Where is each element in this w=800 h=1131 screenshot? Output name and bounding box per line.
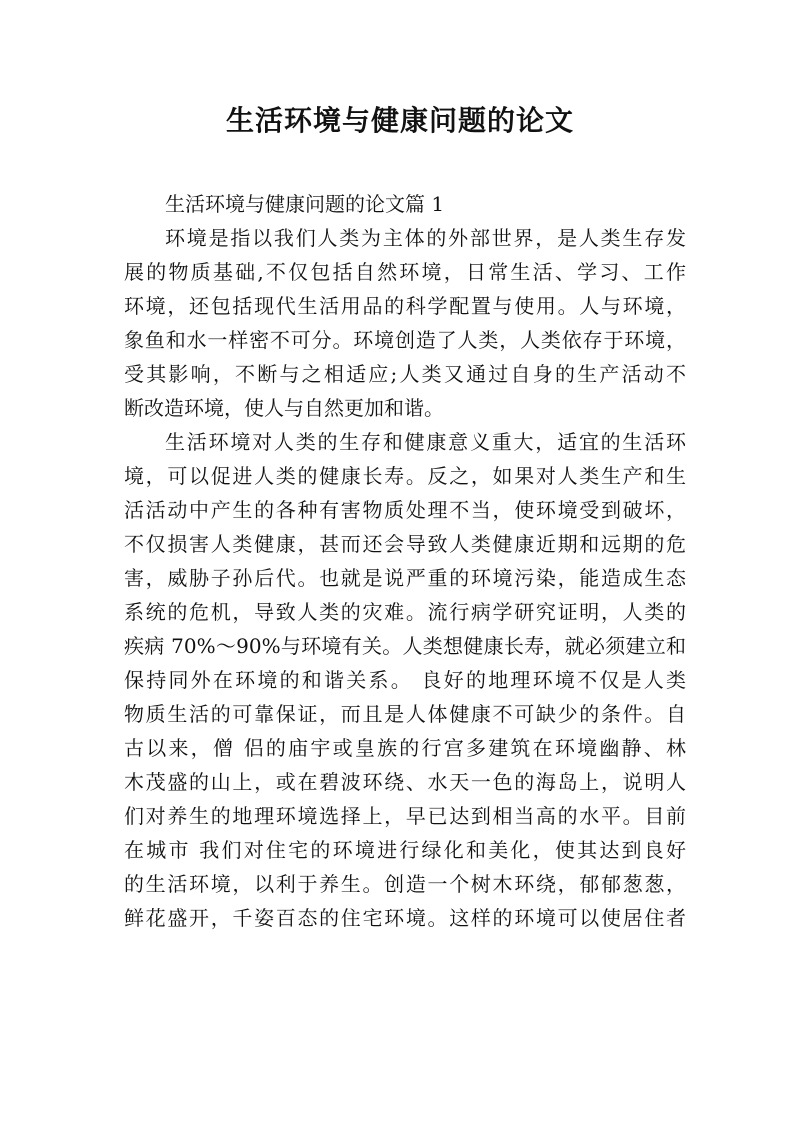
text-line: 物质生活的可靠保证，而且是人体健康不可缺少的条件。自 [124, 702, 686, 726]
section-heading: 生活环境与健康问题的论文篇 1 [165, 192, 445, 216]
text-line: 环境是指以我们人类为主体的外部世界，是人类生存发 [165, 226, 686, 250]
text-line: 害，威胁子孙后代。也就是说严重的环境污染，能造成生态 [124, 566, 686, 590]
text-line: 受其影响，不断与之相适应;人类又通过自身的生产活动不 [124, 362, 686, 386]
text-line: 活活动中产生的各种有害物质处理不当，使环境受到破坏， [124, 498, 686, 522]
text-line: 生活环境对人类的生存和健康意义重大，适宜的生活环 [165, 430, 686, 454]
text-line: 古以来，僧 侣的庙宇或皇族的行宫多建筑在环境幽静、林 [124, 736, 686, 760]
text-line: 的生活环境，以利于养生。创造一个树木环绕，郁郁葱葱， [124, 872, 686, 896]
text-line: 木茂盛的山上，或在碧波环绕、水天一色的海岛上，说明人 [124, 770, 686, 794]
document-title: 生活环境与健康问题的论文 [225, 104, 574, 137]
text-line: 象鱼和水一样密不可分。环境创造了人类，人类依存于环境， [124, 328, 686, 352]
text-line: 疾病 70%～90%与环境有关。人类想健康长寿，就必须建立和 [124, 634, 686, 658]
text-line: 境，可以促进人类的健康长寿。反之，如果对人类生产和生 [124, 464, 686, 488]
text-line: 不仅损害人类健康，甚而还会导致人类健康近期和远期的危 [124, 532, 686, 556]
text-line: 在城市 我们对住宅的环境进行绿化和美化，使其达到良好 [124, 838, 686, 862]
text-line: 们对养生的地理环境选择上，早已达到相当高的水平。目前 [124, 804, 686, 828]
text-line: 断改造环境，使人与自然更加和谐。 [124, 396, 444, 420]
text-line: 保持同外在环境的和谐关系。 良好的地理环境不仅是人类 [124, 668, 686, 692]
text-line: 系统的危机，导致人类的灾难。流行病学研究证明，人类的 [124, 600, 686, 624]
text-line: 环境，还包括现代生活用品的科学配置与使用。人与环境， [124, 294, 686, 318]
text-line: 鲜花盛开，千姿百态的住宅环境。这样的环境可以使居住者 [124, 906, 686, 930]
text-line: 展的物质基础,不仅包括自然环境，日常生活、学习、工作 [124, 260, 686, 284]
document-body [124, 187, 686, 935]
